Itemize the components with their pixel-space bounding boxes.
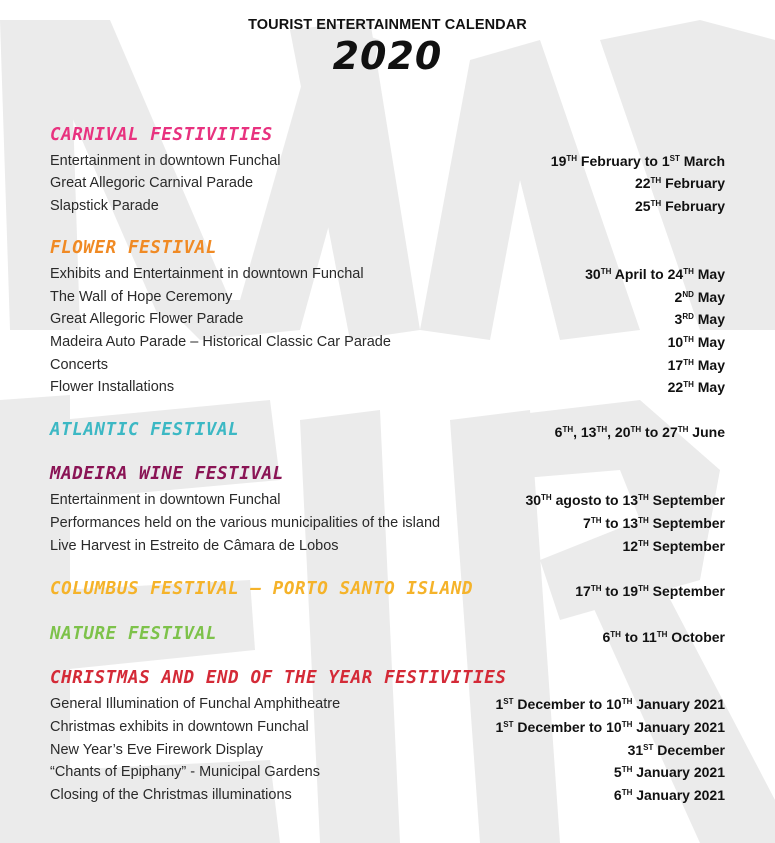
section-date-nature: 6TH to 11TH October bbox=[602, 629, 725, 645]
ordinal-suffix: ST bbox=[643, 743, 654, 752]
ordinal-suffix: TH bbox=[621, 788, 633, 797]
ordinal-suffix: ST bbox=[669, 154, 680, 163]
row-label: Closing of the Christmas illuminations bbox=[50, 787, 292, 803]
row-label: Performances held on the various municipalities of the island bbox=[50, 515, 441, 531]
row-label: Concerts bbox=[50, 357, 109, 373]
row-date: 30TH agosto to 13TH September bbox=[525, 492, 725, 508]
ordinal-suffix: TH bbox=[638, 516, 649, 525]
ordinal-suffix: TH bbox=[621, 697, 633, 706]
ordinal-suffix: TH bbox=[638, 584, 649, 593]
row-label: Exhibits and Entertainment in downtown Funchal bbox=[50, 266, 364, 282]
row-label: Entertainment in downtown Funchal bbox=[50, 153, 281, 169]
row-label: Great Allegoric Carnival Parade bbox=[50, 175, 254, 191]
ordinal-suffix: TH bbox=[683, 335, 694, 344]
row-date: 22TH February bbox=[634, 175, 725, 191]
row-date: 25TH February bbox=[634, 198, 725, 214]
row-date: 10TH May bbox=[667, 334, 725, 350]
calendar-year: 2020 bbox=[332, 34, 443, 78]
row-label: New Year’s Eve Firework Display bbox=[50, 742, 264, 758]
ordinal-suffix: TH bbox=[596, 425, 608, 434]
section-date-columbus: 17TH to 19TH September bbox=[575, 583, 725, 599]
ordinal-suffix: TH bbox=[630, 425, 642, 434]
ordinal-suffix: TH bbox=[683, 358, 694, 367]
ordinal-suffix: TH bbox=[650, 176, 662, 185]
row-date: 6TH January 2021 bbox=[613, 787, 725, 803]
ordinal-suffix: TH bbox=[600, 267, 612, 276]
ordinal-suffix: TH bbox=[683, 380, 694, 389]
row-label: Flower Installations bbox=[50, 379, 175, 395]
ordinal-suffix: RD bbox=[682, 312, 694, 321]
ordinal-suffix: TH bbox=[590, 516, 602, 525]
ordinal-suffix: TH bbox=[638, 493, 649, 502]
row-date: 3RD May bbox=[674, 311, 725, 327]
ordinal-suffix: ST bbox=[503, 697, 514, 706]
section-date-atlantic: 6TH, 13TH, 20TH to 27TH June bbox=[554, 424, 725, 440]
row-date: 5TH January 2021 bbox=[613, 764, 725, 780]
ordinal-suffix: TH bbox=[566, 154, 578, 163]
row-label: General Illumination of Funchal Amphitheatre bbox=[50, 696, 341, 712]
row-date: 7TH to 13TH September bbox=[583, 515, 725, 531]
row-date: 17TH May bbox=[667, 357, 725, 373]
row-date: 1ST December to 10TH January 2021 bbox=[495, 696, 725, 712]
section-title-christmas: CHRISTMAS AND END OF THE YEAR FESTIVITIES bbox=[50, 668, 507, 688]
ordinal-suffix: TH bbox=[638, 539, 649, 548]
row-label: Slapstick Parade bbox=[50, 198, 159, 214]
row-label: Christmas exhibits in downtown Funchal bbox=[50, 719, 309, 735]
ordinal-suffix: TH bbox=[621, 720, 633, 729]
row-label: Great Allegoric Flower Parade bbox=[50, 311, 244, 327]
ordinal-suffix: ST bbox=[503, 720, 514, 729]
section-title-columbus: COLUMBUS FESTIVAL – PORTO SANTO ISLAND bbox=[50, 579, 474, 599]
section-title-nature: NATURE FESTIVAL bbox=[50, 624, 218, 644]
ordinal-suffix: TH bbox=[541, 493, 552, 502]
row-date: 2ND May bbox=[674, 289, 725, 305]
row-label: The Wall of Hope Ceremony bbox=[50, 289, 233, 305]
row-date: 19TH February to 1ST March bbox=[550, 153, 725, 169]
row-date: 30TH April to 24TH May bbox=[585, 266, 725, 282]
ordinal-suffix: TH bbox=[621, 765, 633, 774]
row-date: 31ST December bbox=[627, 742, 725, 758]
ordinal-suffix: ND bbox=[682, 290, 694, 299]
row-label: Madeira Auto Parade – Historical Classic Car Parade bbox=[50, 334, 391, 350]
calendar-subtitle: TOURIST ENTERTAINMENT CALENDAR bbox=[248, 17, 527, 33]
ordinal-suffix: TH bbox=[610, 630, 621, 639]
ordinal-suffix: TH bbox=[562, 425, 574, 434]
row-date: 12TH September bbox=[622, 538, 725, 554]
ordinal-suffix: TH bbox=[590, 584, 602, 593]
section-title-wine: MADEIRA WINE FESTIVAL bbox=[50, 464, 284, 484]
row-date: 1ST December to 10TH January 2021 bbox=[495, 719, 725, 735]
row-label: Live Harvest in Estreito de Câmara de Lobos bbox=[50, 538, 339, 554]
ordinal-suffix: TH bbox=[656, 630, 668, 639]
section-title-atlantic: ATLANTIC FESTIVAL bbox=[50, 420, 240, 440]
row-date: 22TH May bbox=[667, 379, 725, 395]
row-label: Entertainment in downtown Funchal bbox=[50, 492, 281, 508]
section-title-flower: FLOWER FESTIVAL bbox=[50, 238, 218, 258]
ordinal-suffix: TH bbox=[677, 425, 689, 434]
ordinal-suffix: TH bbox=[683, 267, 694, 276]
ordinal-suffix: TH bbox=[650, 199, 662, 208]
section-title-carnival: CARNIVAL FESTIVITIES bbox=[50, 125, 273, 145]
row-label: “Chants of Epiphany” - Municipal Gardens bbox=[50, 764, 320, 780]
